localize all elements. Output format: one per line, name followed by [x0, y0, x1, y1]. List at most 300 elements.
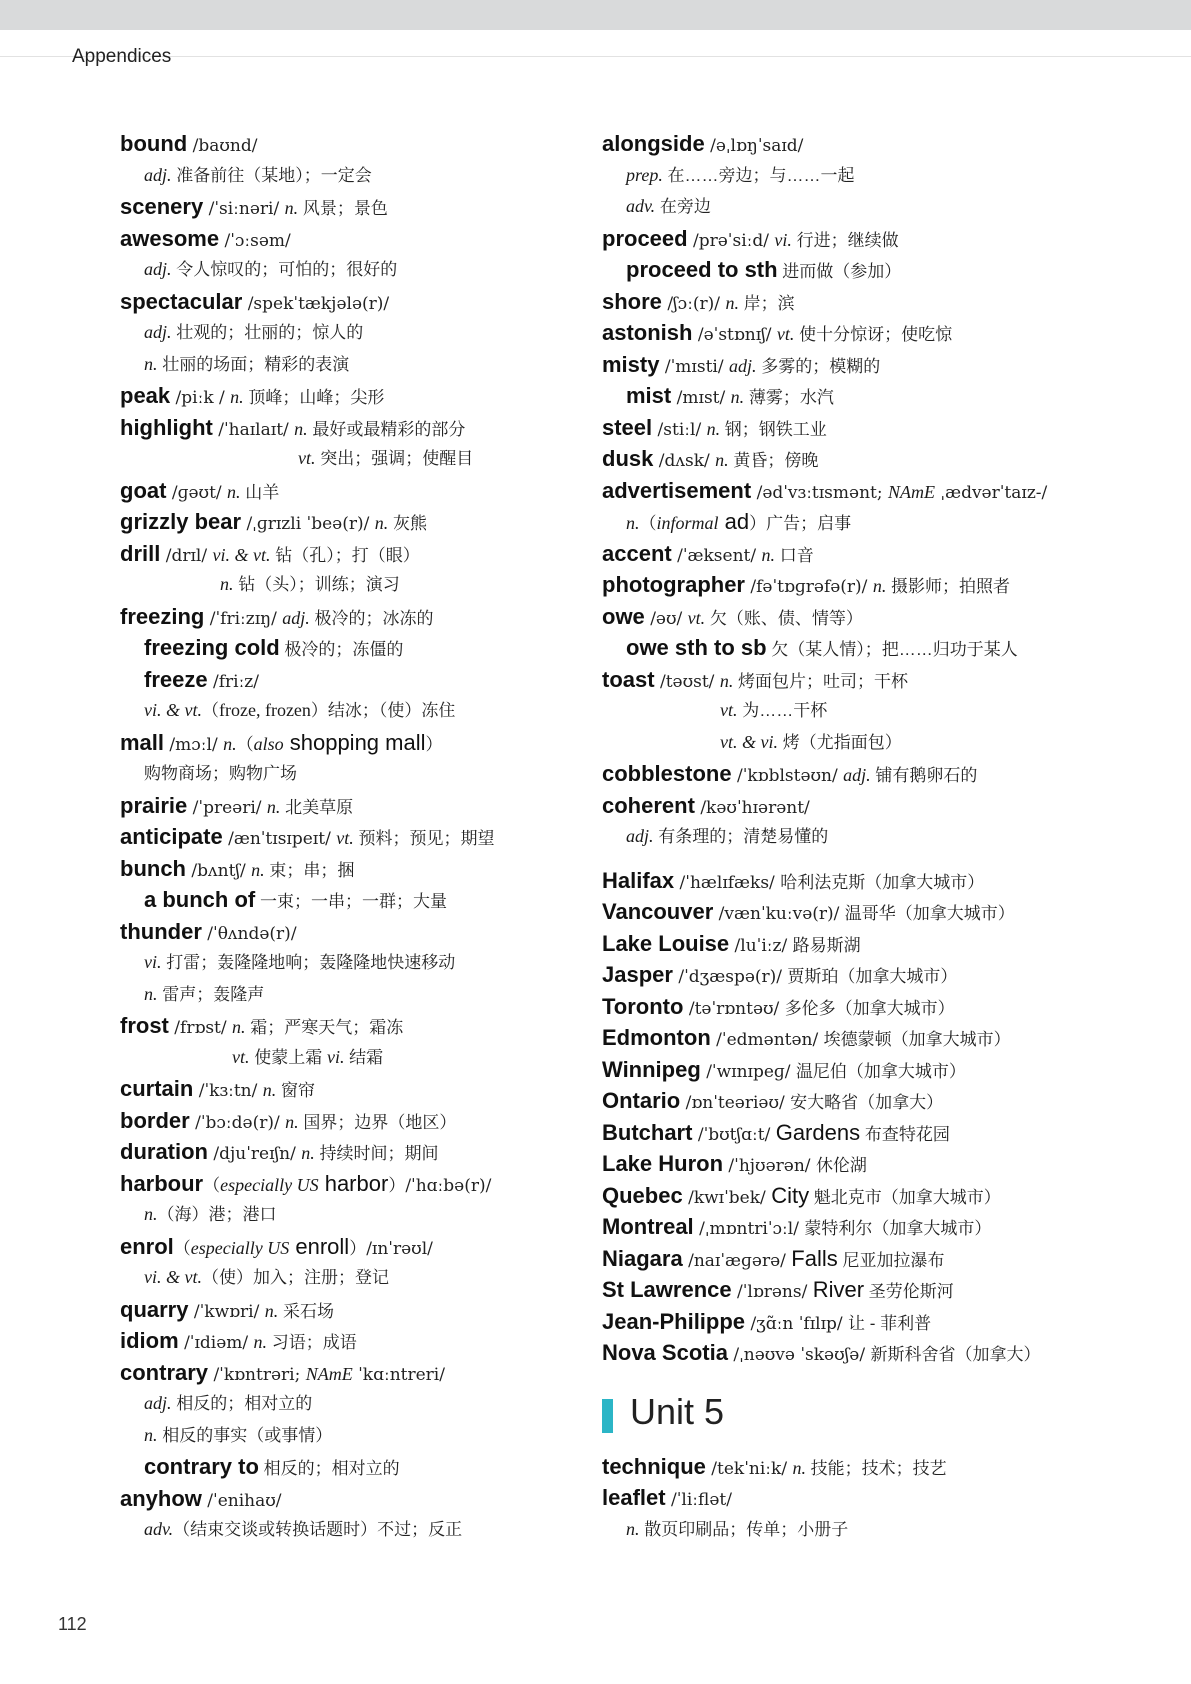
chinese-definition: 采石场 — [278, 1301, 334, 1321]
entry-headword-line — [602, 412, 1102, 444]
headword: thunder — [120, 918, 202, 944]
part-of-speech: adj. — [728, 355, 757, 376]
chinese-definition: 蒙特利尔（加拿大城市） — [804, 1219, 992, 1238]
phonetic: /ˌɡrɪzli ˈbeə(r)/ — [241, 514, 375, 534]
top-bar — [0, 0, 1191, 30]
phonetic: /ɡəʊt/ — [166, 482, 228, 503]
chinese-definition: 最好或最精彩的部分 — [307, 419, 466, 439]
chinese-definition: 在旁边 — [655, 197, 711, 216]
phonetic: /frɒst/ — [168, 1018, 233, 1038]
phonetic: /prəˈsiːd/ — [687, 230, 775, 251]
entry-headword-line — [602, 286, 1102, 318]
headword: bound — [120, 131, 188, 156]
part-of-speech: adv. — [626, 196, 656, 216]
headword: accent — [602, 540, 672, 566]
phonetic: /əˈstɒnɪʃ/ — [692, 325, 777, 345]
headword: advertisement — [602, 477, 752, 503]
headword: leaflet — [602, 1485, 666, 1510]
usage-label: NAmE — [305, 1363, 353, 1384]
chinese-definition: 相反的；相对立的 — [171, 1394, 313, 1413]
entry-list — [602, 128, 1102, 1369]
phonetic: /ˈbɔːdə(r)/ — [189, 1112, 286, 1133]
chinese-definition: 摄影师；拍照者 — [886, 577, 1011, 596]
entry-headword-line — [602, 1451, 1102, 1483]
part-of-speech: n. — [730, 387, 745, 407]
phonetic: /ˈlɒrəns/ — [731, 1282, 813, 1302]
entry-headword-line — [602, 1243, 1102, 1275]
phonetic: /ədˈvɜːtɪsmənt; — [751, 482, 889, 503]
chinese-definition: 钻（头）；训练；演习 — [233, 575, 400, 594]
entry-headword-line — [602, 1274, 1102, 1306]
headword: Lake Louise — [602, 930, 730, 956]
entry-headword-line — [120, 1231, 590, 1263]
chinese-definition: 哈利法克斯（加拿大城市） — [780, 872, 985, 892]
entry-headword-line — [602, 1085, 1102, 1117]
part-of-speech: prep. — [626, 164, 663, 185]
headword: Vancouver — [602, 899, 714, 924]
phonetic: /naɪˈæɡərə/ — [682, 1250, 792, 1271]
entry-headword-line — [120, 790, 590, 822]
chinese-definition: 束；串；捆 — [264, 860, 355, 880]
entry-headword-line — [602, 443, 1102, 475]
headword: Quebec — [602, 1182, 683, 1208]
phonetic: /əʊ/ — [644, 608, 688, 629]
entry-headword-line — [602, 475, 1102, 507]
chinese-definition: 欠（账、债、情等） — [705, 608, 863, 628]
chinese-definition: （ — [173, 1238, 191, 1258]
headword: coherent — [602, 792, 695, 818]
phonetic: /drɪl/ — [160, 545, 213, 566]
headword: Jean-Philippe — [602, 1308, 746, 1334]
chinese-definition: （海）港；港口 — [157, 1205, 277, 1224]
headword: prairie — [120, 792, 188, 818]
headword: St Lawrence — [602, 1277, 732, 1302]
entry-sense-line — [120, 632, 590, 664]
part-of-speech: n. — [626, 513, 640, 533]
chinese-definition: （ — [201, 701, 219, 720]
chinese-definition: 贾斯珀（加拿大城市） — [787, 967, 958, 986]
headword: Toronto — [602, 993, 684, 1019]
chinese-definition: 壮观的；壮丽的；惊人的 — [171, 323, 364, 342]
part-of-speech: vt. — [336, 828, 354, 848]
section-gap — [602, 853, 1102, 865]
phonetic: /ˈkɒntrəri; — [208, 1364, 306, 1385]
entry-headword-line — [120, 1010, 590, 1042]
entry-headword-line — [602, 128, 1102, 160]
headword: Edmonton — [602, 1025, 711, 1050]
chinese-definition: 预料；预见；期望 — [353, 829, 495, 848]
part-of-speech: n. — [220, 574, 234, 594]
part-of-speech: n. — [144, 983, 158, 1004]
entry-headword-line — [120, 821, 590, 853]
entry-headword-line — [120, 1325, 590, 1357]
headword: bunch — [120, 855, 186, 881]
part-of-speech: vi. — [144, 952, 162, 972]
headword: Montreal — [602, 1214, 694, 1239]
part-of-speech: vt. — [232, 1046, 250, 1067]
phonetic: /luˈiːz/ — [729, 935, 793, 956]
entry-headword-line — [120, 191, 590, 223]
chinese-definition: 技能；技术；技艺 — [805, 1458, 947, 1478]
chinese-definition: 打雷；轰隆隆地响；轰隆隆地快速移动 — [161, 953, 456, 972]
chinese-definition: 相反的；相对立的 — [258, 1459, 400, 1478]
entry-headword-line — [120, 412, 590, 444]
part-of-speech: n. — [374, 513, 389, 533]
entry-headword-line — [602, 1180, 1102, 1212]
chinese-definition: 进而做（参加） — [777, 262, 902, 281]
phonetic: /ˈkɒblstəʊn/ — [731, 766, 844, 786]
chinese-definition: （使）加入；注册；登记 — [201, 1268, 389, 1287]
part-of-speech: vt. — [776, 324, 795, 344]
chinese-definition: （ — [236, 734, 254, 754]
chinese-definition: ） — [349, 1238, 367, 1258]
phonetic: /ɪnˈrəʊl/ — [366, 1238, 433, 1259]
entry-headword-line — [602, 1211, 1102, 1243]
part-of-speech: n. — [301, 1143, 315, 1163]
phonetic: /bʌntʃ/ — [186, 860, 252, 881]
usage-label: especially US — [190, 1237, 290, 1258]
headword: proceed to sth — [626, 257, 778, 282]
chinese-definition: ） — [388, 1175, 406, 1195]
entry-sense-line — [602, 506, 1102, 538]
entry-sense-line — [120, 664, 590, 696]
entry-sense-line — [602, 1514, 1102, 1546]
phonetic: /ˌnəʊvə ˈskəʊʃə/ — [727, 1345, 871, 1365]
entry-sense-line — [120, 1262, 590, 1294]
headword: technique — [602, 1453, 706, 1479]
headword: Halifax — [602, 867, 675, 893]
entry-headword-line — [602, 991, 1102, 1023]
phonetic: /ˈkwɒri/ — [188, 1301, 265, 1322]
entry-headword-line — [120, 1483, 590, 1515]
entry-headword-line — [602, 928, 1102, 960]
headword: spectacular — [120, 288, 243, 314]
chinese-definition: 使蒙上霜 — [249, 1047, 327, 1067]
phonetic: /təˈrɒntəʊ/ — [683, 998, 785, 1019]
part-of-speech: n. — [223, 733, 237, 754]
part-of-speech: vi. — [326, 1046, 345, 1067]
part-of-speech: adj. — [144, 322, 172, 342]
headword: harbor — [318, 1170, 389, 1196]
entry-headword-line — [120, 1168, 590, 1200]
headword: highlight — [120, 414, 213, 440]
phonetic: /ˈfriːzɪŋ/ — [204, 608, 283, 629]
chinese-definition: 山羊 — [240, 482, 280, 502]
chinese-definition: 购物商场；购物广场 — [144, 764, 297, 783]
chinese-definition: 持续时间；期间 — [314, 1144, 439, 1163]
entry-headword-line — [120, 1105, 590, 1137]
part-of-speech: n. — [251, 859, 265, 880]
headword: scenery — [120, 194, 204, 219]
phonetic: /ˈæksent/ — [671, 545, 762, 566]
entry-sense-line — [120, 1388, 590, 1420]
phonetic: /kəʊˈhɪərənt/ — [694, 797, 810, 818]
part-of-speech: adj. — [144, 164, 172, 185]
headword: alongside — [602, 131, 705, 156]
entry-sense-line — [120, 1199, 590, 1231]
chinese-definition: 口音 — [775, 545, 814, 565]
chinese-definition: 多雾的；模糊的 — [756, 356, 881, 376]
phonetic: /friːz/ — [207, 671, 259, 692]
entry-sense-line — [120, 160, 590, 192]
phonetic: /mɔːl/ — [164, 734, 224, 755]
headword: Falls — [791, 1245, 838, 1271]
phonetic: /ˈhælɪfæks/ — [674, 872, 781, 893]
phonetic: /vænˈkuːvə(r)/ — [713, 904, 845, 924]
chinese-definition: 温哥华（加拿大城市） — [844, 904, 1015, 923]
headword: enrol — [120, 1233, 174, 1259]
headword: curtain — [120, 1076, 194, 1101]
phonetic: /stiːl/ — [652, 419, 707, 440]
headword: shopping mall — [283, 729, 426, 755]
chinese-definition: 突出；强调；使醒目 — [315, 449, 474, 468]
part-of-speech: n. — [284, 198, 299, 218]
phonetic: /kwɪˈbek/ — [682, 1187, 772, 1208]
phonetic: /ˈhaɪlaɪt/ — [212, 419, 295, 440]
entry-headword-line — [602, 1482, 1102, 1514]
part-of-speech: adj. — [144, 1393, 172, 1413]
entry-sense-line — [120, 884, 590, 916]
chinese-definition: 霜；严寒天气；霜冻 — [245, 1018, 404, 1037]
part-of-speech: n. — [144, 1204, 158, 1224]
headword: quarry — [120, 1296, 189, 1322]
right-column — [602, 128, 1102, 1545]
chinese-definition: 新斯科舍省（加拿大） — [870, 1345, 1041, 1364]
headword: misty — [602, 351, 660, 377]
entry-sense-line — [120, 1420, 590, 1452]
part-of-speech: n. — [144, 353, 158, 374]
entry-headword-line — [120, 916, 590, 948]
part-of-speech: n. — [230, 387, 244, 407]
entry-sense-line — [602, 254, 1102, 286]
page-number: 112 — [58, 1614, 87, 1634]
chinese-definition: 风景；景色 — [298, 199, 388, 218]
headword: dusk — [602, 446, 654, 471]
headword: Winnipeg — [602, 1056, 701, 1082]
part-of-speech: n. — [294, 418, 308, 439]
phonetic: /ˈwɪnɪpeɡ/ — [700, 1061, 796, 1082]
entry-headword-line — [602, 1148, 1102, 1180]
chinese-definition: 窗帘 — [276, 1081, 315, 1100]
phonetic: /djuˈreɪʃn/ — [208, 1144, 302, 1164]
part-of-speech: n. — [719, 670, 734, 691]
headword: freeze — [144, 666, 208, 692]
chinese-definition: 铺有鹅卵石的 — [870, 766, 978, 785]
entry-sense-line — [120, 317, 590, 349]
entry-headword-line — [602, 569, 1102, 601]
chinese-definition: （结束交谈或转换话题时）不过；反正 — [173, 1520, 463, 1539]
entry-headword-line — [120, 727, 590, 759]
entry-headword-line — [602, 1306, 1102, 1338]
headword: photographer — [602, 572, 745, 597]
entry-headword-line — [602, 865, 1102, 897]
chinese-definition: （ — [639, 514, 657, 533]
usage-label: also — [253, 733, 284, 754]
entry-headword-line — [120, 128, 590, 160]
entry-sense-line — [120, 1042, 590, 1074]
headword: enroll — [289, 1233, 350, 1259]
headword: cobblestone — [602, 761, 732, 786]
entry-headword-line — [120, 1357, 590, 1389]
usage-label: informal — [656, 513, 719, 533]
phonetic: /ænˈtɪsɪpeɪt/ — [222, 829, 337, 849]
phonetic: /tekˈniːk/ — [705, 1458, 793, 1479]
entry-headword-line — [602, 223, 1102, 255]
part-of-speech: n. — [144, 1424, 158, 1445]
part-of-speech: vi. & vt. — [144, 700, 202, 720]
headword: Jasper — [602, 962, 673, 987]
header-rule — [0, 56, 1191, 57]
phonetic: /ˈɔːsəm/ — [219, 230, 291, 251]
headword: grizzly bear — [120, 509, 242, 534]
chinese-definition: 在……旁边；与……一起 — [662, 165, 855, 185]
chinese-definition: 烤（尤指面包） — [777, 732, 902, 752]
entry-headword-line — [120, 1294, 590, 1326]
headword: border — [120, 1107, 190, 1133]
part-of-speech: n. — [792, 1457, 806, 1478]
headword: owe sth to sb — [626, 635, 767, 660]
entry-sense-line — [120, 569, 590, 601]
chinese-definition: 温尼伯（加拿大城市） — [795, 1061, 966, 1081]
entry-sense-line — [120, 947, 590, 979]
chinese-definition: （ — [203, 1175, 221, 1195]
entry-headword-line — [602, 1022, 1102, 1054]
headword: Butchart — [602, 1119, 693, 1145]
entry-sense-line — [602, 160, 1102, 192]
part-of-speech: vt. — [720, 700, 738, 720]
chinese-definition: 令人惊叹的；可怕的；很好的 — [171, 260, 398, 279]
phonetic: /ɒnˈteəriəʊ/ — [680, 1093, 791, 1113]
part-of-speech: adv. — [144, 1519, 174, 1539]
entry-sense-line — [120, 443, 590, 475]
chinese-definition: 钢；钢铁工业 — [720, 419, 827, 439]
phonetic: /ˈpreəri/ — [187, 797, 267, 818]
phonetic: /ˈbʊtʃɑːt/ — [692, 1124, 776, 1145]
headword: anyhow — [120, 1485, 202, 1511]
word-forms: froze, frozen — [218, 700, 311, 720]
part-of-speech: adj. — [282, 607, 310, 628]
entry-headword-line — [602, 664, 1102, 696]
headword: awesome — [120, 225, 220, 251]
part-of-speech: n. — [232, 1017, 246, 1037]
entry-headword-line — [602, 538, 1102, 570]
entry-headword-line — [602, 896, 1102, 928]
chinese-definition: 北美草原 — [280, 797, 354, 817]
phonetic: /spekˈtækjələ(r)/ — [242, 293, 390, 314]
phonetic: /ˈsiːnəri/ — [203, 199, 285, 219]
chinese-definition: 岸；滨 — [738, 293, 795, 313]
part-of-speech: n. — [262, 1080, 277, 1100]
entry-headword-line — [602, 1337, 1102, 1369]
headword: toast — [602, 666, 655, 692]
chinese-definition: 雷声；轰隆声 — [157, 984, 265, 1004]
part-of-speech: n. — [626, 1518, 640, 1539]
chinese-definition: 欠（某人情）；把……归功于某人 — [766, 640, 1018, 659]
headword: Nova Scotia — [602, 1340, 728, 1365]
chinese-definition: 极冷的；冻僵的 — [279, 640, 404, 659]
chinese-definition: 多伦多（加拿大城市） — [784, 998, 955, 1018]
part-of-speech: vt. — [687, 607, 706, 628]
phonetic: /ˈhjʊərən/ — [723, 1156, 816, 1176]
entry-headword-line — [120, 475, 590, 507]
entry-headword-line — [602, 601, 1102, 633]
headword: astonish — [602, 320, 693, 345]
headword: peak — [120, 383, 171, 408]
phonetic: /piːk / — [170, 388, 231, 408]
phonetic: /təʊst/ — [654, 671, 720, 692]
usage-label: NAmE — [888, 481, 936, 502]
phonetic: /ˈmɪsti/ — [659, 356, 729, 377]
entry-headword-line — [120, 506, 590, 538]
phonetic: /əˌlɒŋˈsaɪd/ — [704, 136, 804, 156]
headword: a bunch of — [144, 887, 256, 912]
part-of-speech: vi. & vt. — [144, 1267, 202, 1287]
chinese-definition: 烤面包片；吐司；干杯 — [733, 671, 909, 691]
chinese-definition: 极冷的；冰冻的 — [309, 608, 434, 628]
entry-headword-line — [120, 286, 590, 318]
headword: Niagara — [602, 1245, 683, 1271]
entry-headword-line — [120, 601, 590, 633]
chinese-definition: 魁北克市（加拿大城市） — [809, 1187, 1001, 1207]
headword: freezing cold — [144, 635, 280, 660]
entry-sense-line — [602, 727, 1102, 759]
phonetic: /dʌsk/ — [653, 451, 716, 471]
unit-entry-list — [602, 1451, 1102, 1546]
chinese-definition: 路易斯湖 — [792, 935, 861, 955]
part-of-speech: n. — [264, 1300, 279, 1321]
entry-sense-line — [602, 821, 1102, 853]
phonetic: /mɪst/ — [671, 388, 731, 408]
part-of-speech: n. — [725, 292, 739, 313]
chinese-definition: 灰熊 — [388, 514, 427, 533]
headword: Ontario — [602, 1088, 681, 1113]
chinese-definition: 有条理的；清楚易懂的 — [653, 827, 829, 846]
phonetic: /ˈenihaʊ/ — [201, 1490, 282, 1511]
chinese-definition: 让 - 菲利普 — [848, 1313, 932, 1333]
chinese-definition: 薄雾；水汽 — [744, 388, 834, 407]
entry-sense-line — [602, 632, 1102, 664]
entry-sense-line — [120, 695, 590, 727]
entry-headword-line — [602, 790, 1102, 822]
chinese-definition: 习语；成语 — [267, 1333, 357, 1352]
headword: steel — [602, 414, 653, 440]
entry-headword-line — [120, 538, 590, 570]
chinese-definition: 埃德蒙顿（加拿大城市） — [823, 1030, 1011, 1049]
phonetic: /ˈkɜːtn/ — [193, 1081, 263, 1101]
entry-sense-line — [602, 695, 1102, 727]
unit-title: Unit 5 — [630, 1390, 725, 1432]
chinese-definition: 准备前往（某地）；一定会 — [171, 165, 372, 185]
entry-sense-line — [602, 380, 1102, 412]
entry-sense-line — [120, 758, 590, 790]
part-of-speech: vi. & vt. — [212, 544, 271, 565]
chinese-definition: 顶峰；山峰；尖形 — [243, 388, 385, 407]
chinese-definition: 一束；一串；一群；大量 — [255, 892, 447, 911]
headword: duration — [120, 1139, 208, 1164]
entry-sense-line — [120, 1514, 590, 1546]
chinese-definition: 安大略省（加拿大） — [790, 1093, 944, 1112]
entry-headword-line — [120, 853, 590, 885]
headword: mall — [120, 729, 165, 755]
headword: River — [812, 1277, 865, 1302]
phonetic: /ˈedməntən/ — [710, 1030, 824, 1050]
headword: shore — [602, 288, 662, 314]
entry-headword-line — [120, 1136, 590, 1168]
chinese-definition: 使十分惊讶；使吃惊 — [794, 325, 953, 344]
chinese-definition: 结霜 — [344, 1047, 384, 1067]
chinese-definition: ）结冰；（使）冻住 — [310, 701, 456, 720]
phonetic: /ˈliːflət/ — [665, 1490, 732, 1510]
